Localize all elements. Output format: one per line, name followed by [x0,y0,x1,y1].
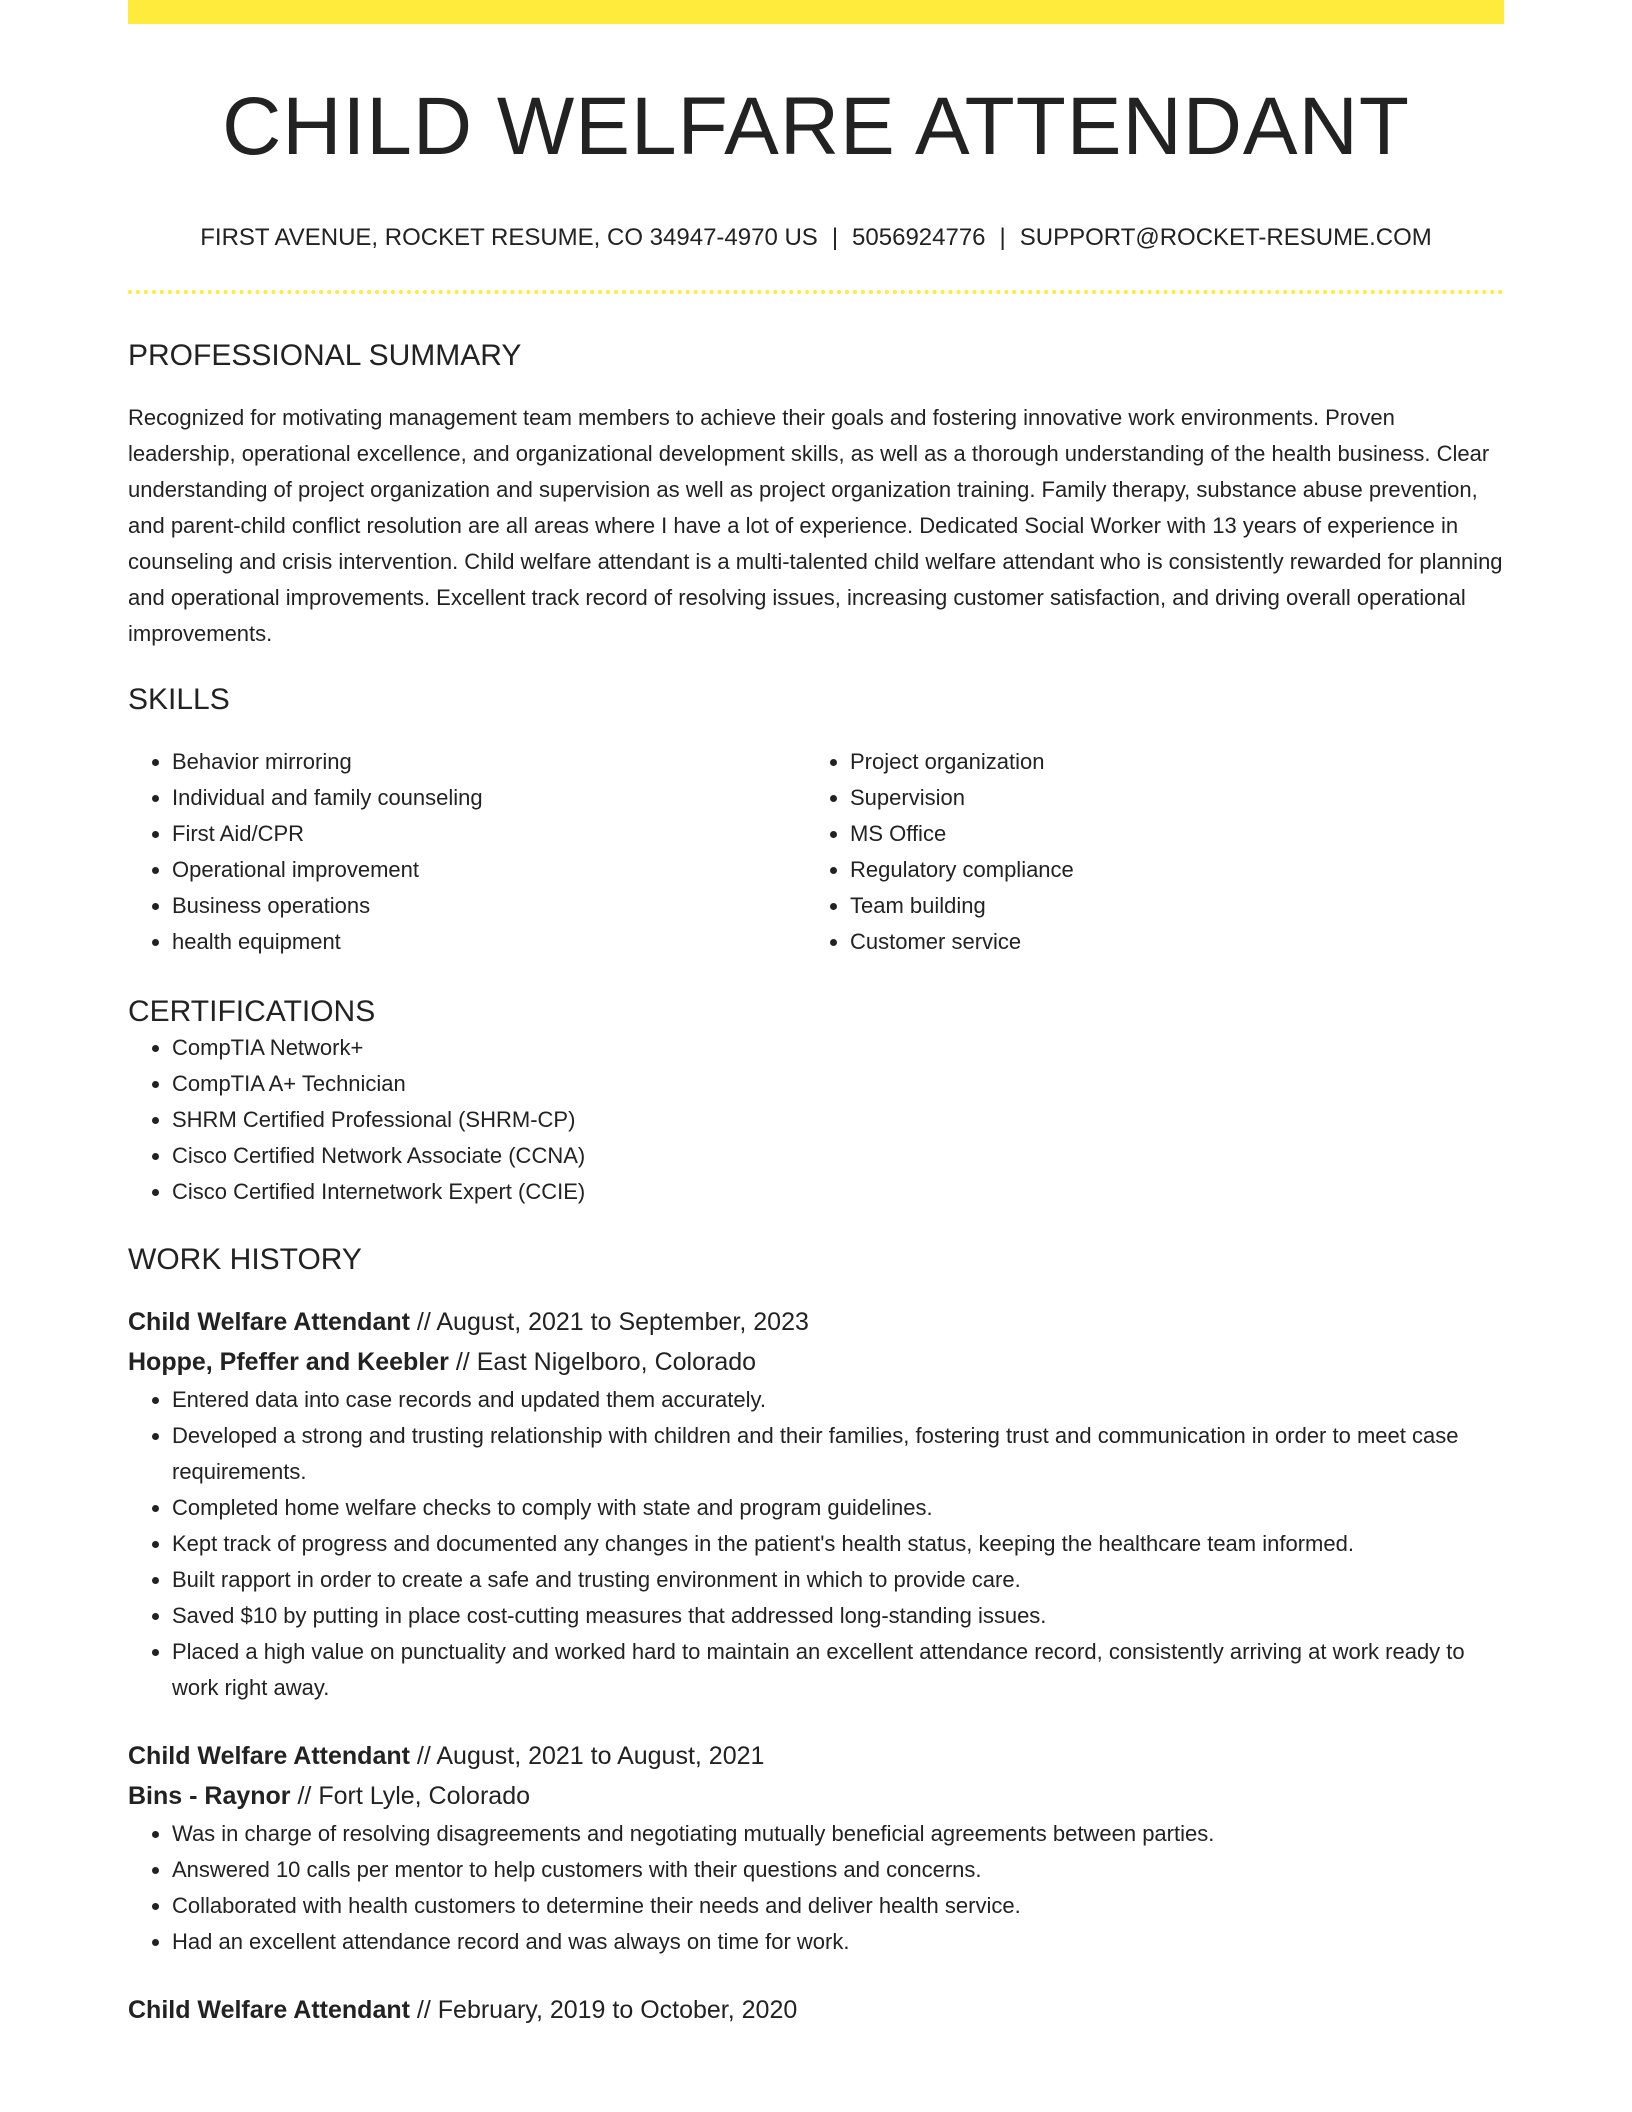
skill-item: • Operational improvement [172,852,806,888]
job-dates: August, 2021 to September, 2023 [436,1307,809,1336]
skills-list-right [806,744,1484,960]
job-duties-list [128,1382,1504,1706]
job-duty-item: • Had an excellent attendance record and was always on time for work. [172,1924,1504,1960]
skill-item: • health equipment [172,924,806,960]
skills-heading: SKILLS [128,682,230,716]
certification-item: • Cisco Certified Network Associate (CCNA) [172,1138,1504,1174]
job-company: Hoppe, Pfeffer and Keebler [128,1347,449,1376]
skill-item: • Business operations [172,888,806,924]
job-role: Child Welfare Attendant [128,1307,410,1336]
certifications-heading: CERTIFICATIONS [128,994,376,1028]
job-duty-item: • Entered data into case records and updated them accurately. [172,1382,1504,1418]
summary-text: Recognized for motivating management team members to achieve their goals and fostering innovative work environments. Proven leadership, operational excellence, and organizational development skills, as well as a thorough understanding of the health business. Clear understanding of project organization and supervision as well as project organization training. Family therapy, substance abuse prevention, and parent-child conflict resolution are all areas where I have a lot of experience. Dedicated Social Worker with 13 years of experience in counseling and crisis intervention. Child welfare attendant is a multi-talented child welfare attendant who is consistently rewarded for planning and operational improvements. Excellent track record of resolving issues, increasing customer satisfaction, and driving overall operational improvements. [128,404,1503,646]
job-role: Child Welfare Attendant [128,1741,410,1770]
job-separator: // [448,1347,477,1376]
job-duty-item: • Collaborated with health customers to determine their needs and deliver health service. [172,1888,1504,1924]
contact-separator: | [831,224,839,252]
job-duty-item: • Answered 10 calls per mentor to help customers with their questions and concerns. [172,1852,1504,1888]
resume-page [128,0,1504,2030]
contact-address: FIRST AVENUE, ROCKET RESUME, CO 34947-4970 US [200,224,818,252]
resume-name-title: CHILD WELFARE ATTENDANT [222,81,1410,172]
certification-item: • CompTIA Network+ [172,1030,1504,1066]
job-duty-item: • Saved $10 by putting in place cost-cutting measures that addressed long-standing issues. [172,1598,1504,1634]
job-separator: // [409,1307,437,1336]
certification-item: • SHRM Certified Professional (SHRM-CP) [172,1102,1504,1138]
skill-item: • First Aid/CPR [172,816,806,852]
job-duty-item: • Was in charge of resolving disagreements and negotiating mutually beneficial agreements between parties. [172,1816,1504,1852]
skills-column-left [128,744,806,960]
job-company-line [128,1342,1504,1382]
contact-email[interactable]: SUPPORT@ROCKET-RESUME.COM [1019,224,1432,252]
certification-item: • CompTIA A+ Technician [172,1066,1504,1102]
skill-item: • Team building [850,888,1484,924]
dotted-divider [128,290,1504,294]
contact-separator: | [999,224,1006,252]
job-duty-item: • Developed a strong and trusting relationship with children and their families, fostering trust and communication in order to meet case requirements. [172,1418,1504,1490]
skill-item: • Regulatory compliance [850,852,1484,888]
job-role-line [128,1302,1504,1342]
job-separator: // [409,1995,438,2024]
skill-item: • Customer service [850,924,1484,960]
skill-item: • Project organization [850,744,1484,780]
job-entry [128,1736,1504,1960]
job-dates: August, 2021 to August, 2021 [436,1741,765,1770]
job-duty-item: • Placed a high value on punctuality and worked hard to maintain an excellent attendance record, consistently arriving at work ready to work right away. [172,1634,1504,1706]
skills-columns [128,744,1504,960]
accent-top-bar [128,0,1504,24]
skills-column-right [806,744,1484,960]
job-company: Bins - Raynor [128,1781,291,1810]
job-location: Fort Lyle, Colorado [318,1781,530,1810]
skill-item: • MS Office [850,816,1484,852]
contact-phone[interactable]: 5056924776 [852,224,986,252]
skills-list-left [128,744,806,960]
job-separator: // [409,1741,437,1770]
job-role-line [128,1990,1504,2030]
job-location: East Nigelboro, Colorado [476,1347,757,1376]
certifications-list [128,1030,1504,1210]
certification-item: • Cisco Certified Internetwork Expert (CCIE) [172,1174,1504,1210]
job-entry [128,1302,1504,1706]
job-role-line [128,1736,1504,1776]
job-dates: February, 2019 to October, 2020 [437,1995,798,2024]
job-duties-list [128,1816,1504,1960]
summary-heading: PROFESSIONAL SUMMARY [128,338,522,372]
job-duty-item: • Completed home welfare checks to comply with state and program guidelines. [172,1490,1504,1526]
work-history-heading: WORK HISTORY [128,1242,362,1276]
job-separator: // [290,1781,319,1810]
skill-item: • Behavior mirroring [172,744,806,780]
skill-item: • Individual and family counseling [172,780,806,816]
job-role: Child Welfare Attendant [128,1995,410,2024]
skill-item: • Supervision [850,780,1484,816]
job-duty-item: • Kept track of progress and documented any changes in the patient's health status, keeping the healthcare team informed. [172,1526,1504,1562]
contact-line [128,224,1504,253]
job-company-line [128,1776,1504,1816]
job-entry [128,1990,1504,2030]
job-duty-item: • Built rapport in order to create a safe and trusting environment in which to provide care. [172,1562,1504,1598]
